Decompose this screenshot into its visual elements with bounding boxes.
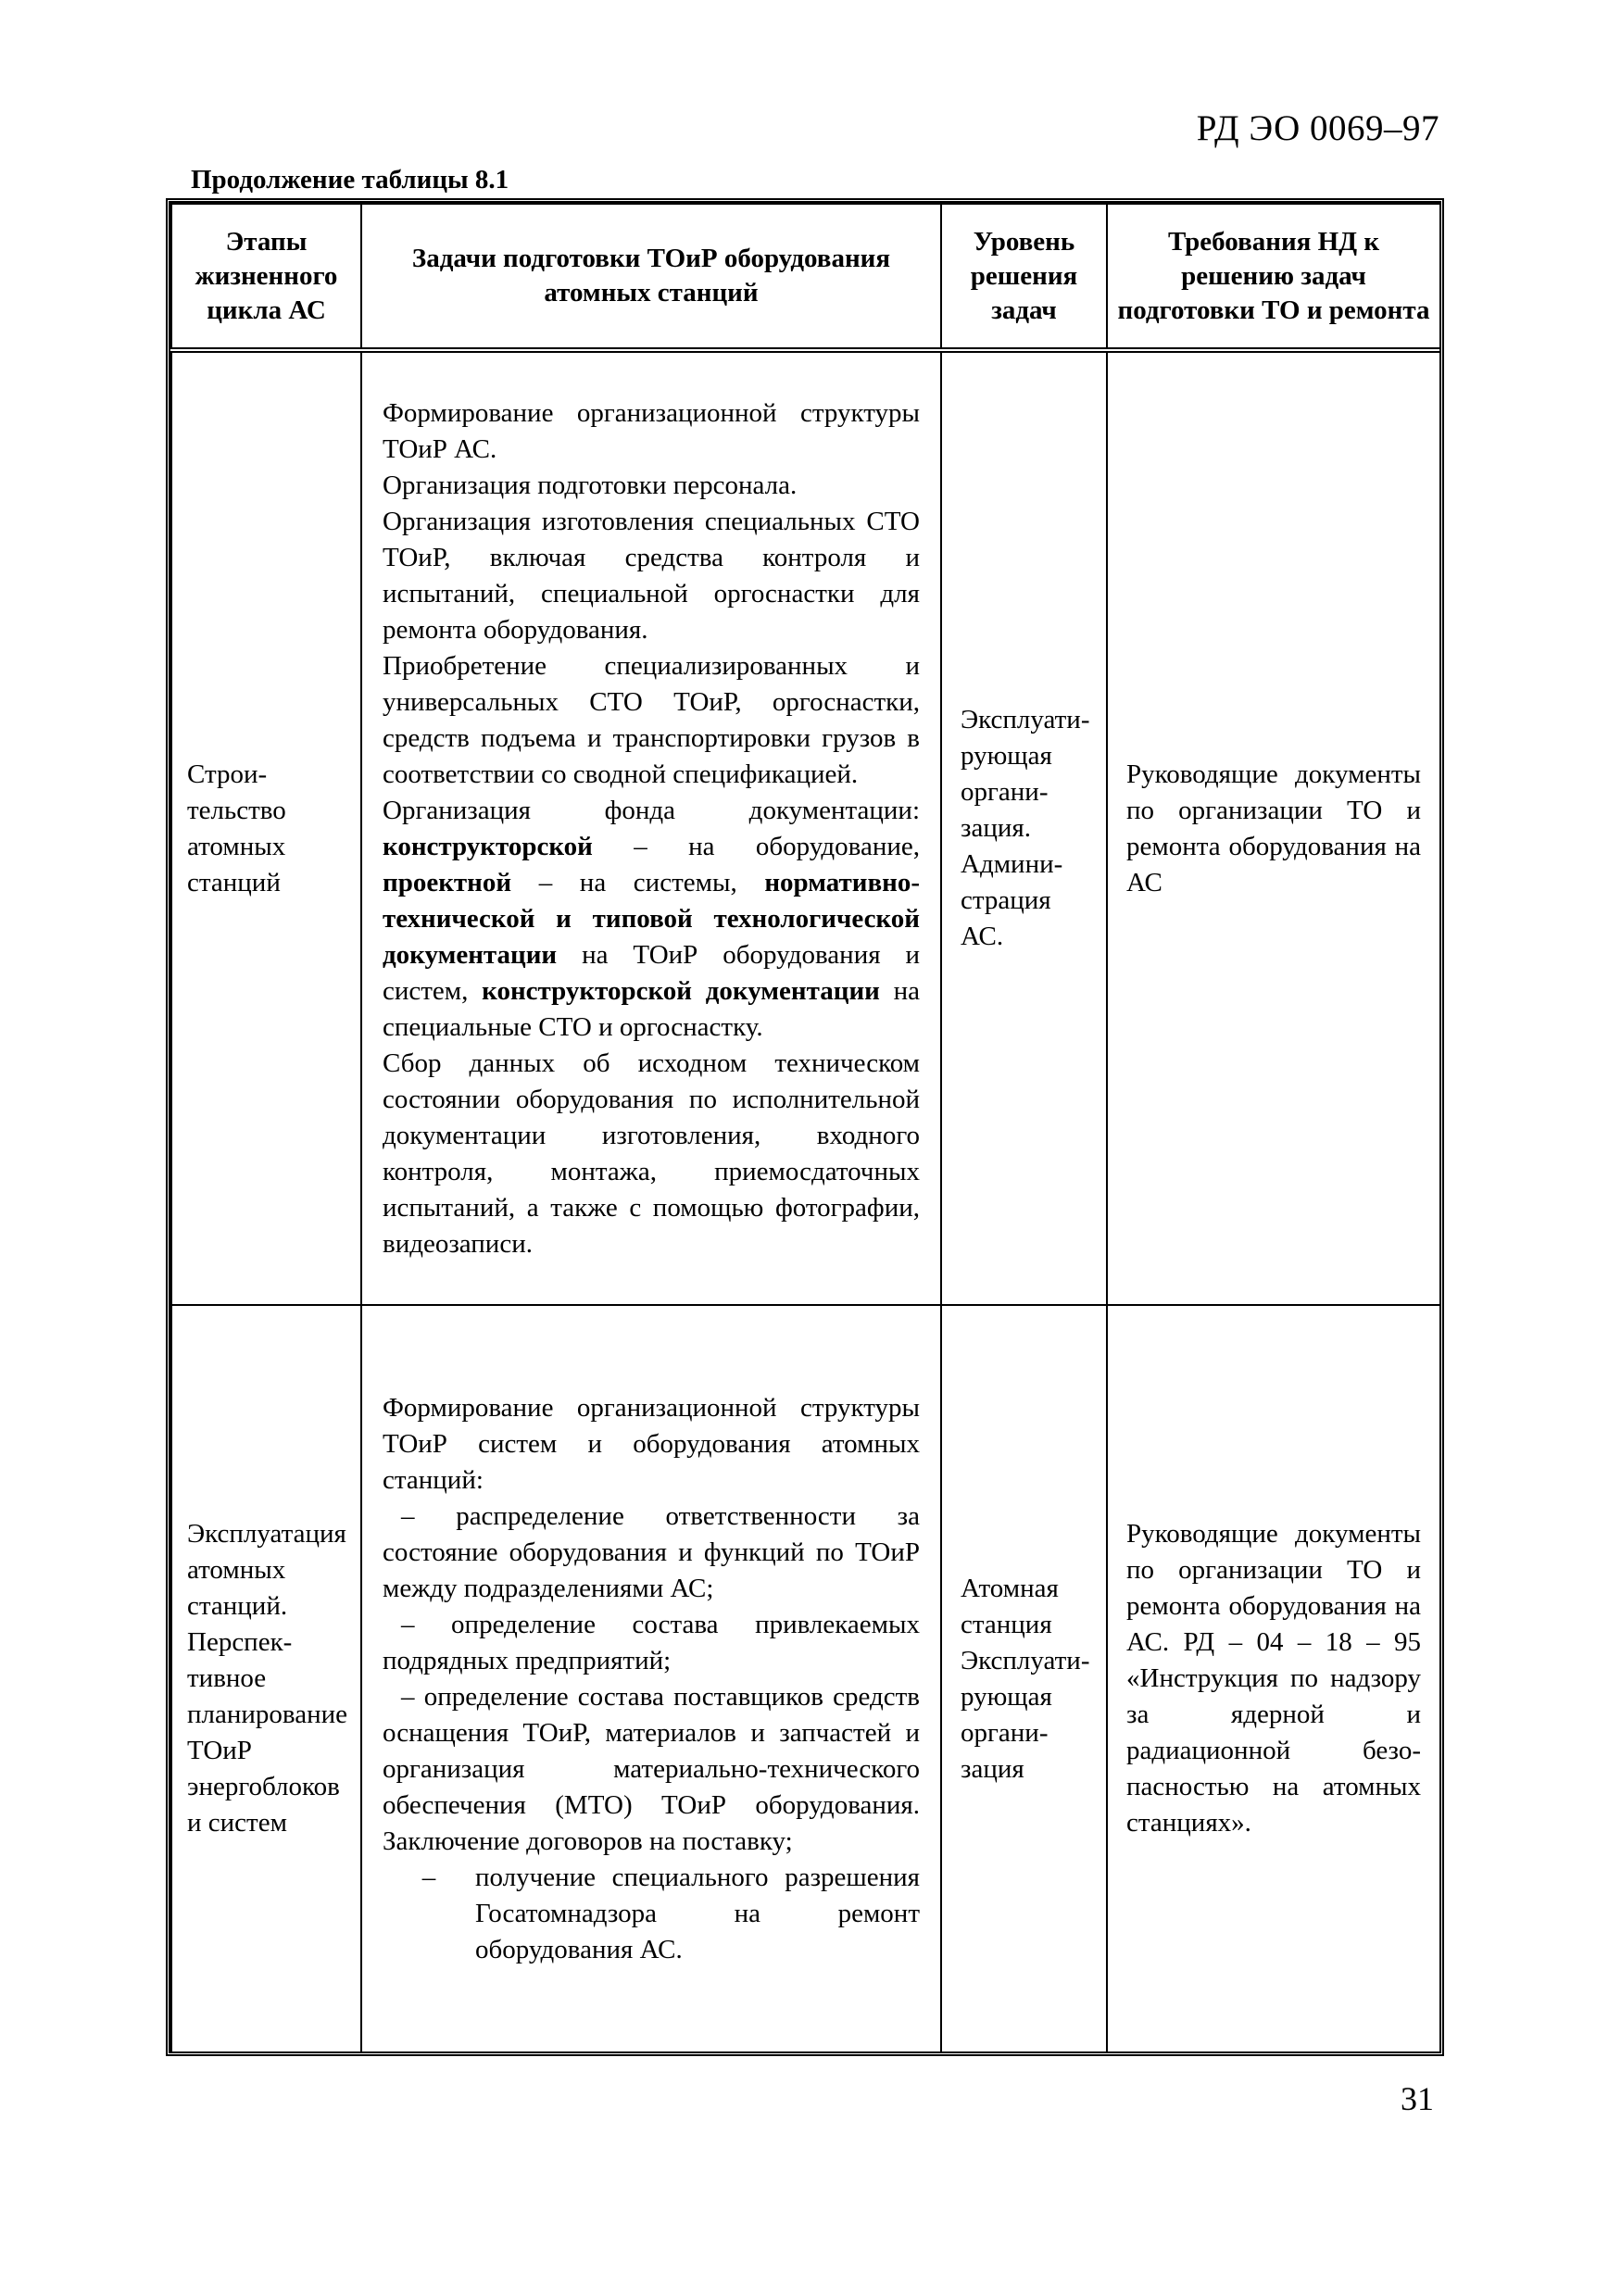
task-dash-item: – распределение ответственности за состояние оборудования и функций по ТОиР между подразделениями АС; bbox=[383, 1500, 920, 1603]
task-paragraph: Организация подготовки персонала. bbox=[383, 470, 798, 500]
requirements-cell: Руководящие документы по организации ТО и ремонта оборудования на АС bbox=[1107, 350, 1440, 1305]
page-number: 31 bbox=[1401, 2080, 1434, 2117]
bold-term: проектной bbox=[383, 867, 512, 897]
level-cell: Эксплуатирующая организация. Администрация АС. bbox=[941, 350, 1107, 1305]
task-dash-item: – определение состава поставщиков средств оснащения ТОиР, материалов и запчастей и организация материально-технического обеспечения (МТО) ТОиР оборудования. Заключение договоров на поставку; bbox=[383, 1681, 920, 1856]
task-paragraph-documentation bbox=[383, 793, 920, 1046]
text-span: – на системы, bbox=[511, 867, 765, 897]
bold-term: конструкторской bbox=[383, 831, 593, 861]
text-span: на ТОиР оборудования и систем, bbox=[383, 939, 920, 1006]
column-header-requirements: Требования НД к решению задач подготовки ТО и ремонта bbox=[1107, 204, 1440, 350]
text-span: получение специального разрешения Госатомнадзора на ремонт оборудования АС. bbox=[475, 1862, 920, 1964]
task-paragraph: Организация изготовления специальных СТО ТОиР, включая средства контроля и испытаний, специальной оргоснастки для ремонта оборудования. bbox=[383, 506, 920, 645]
tasks-cell bbox=[361, 1305, 941, 2052]
level-cell: Атомная станция Эксплуатирующая организация bbox=[941, 1305, 1107, 2052]
task-dash-item: – определение состава привлекаемых подрядных предприятий; bbox=[383, 1609, 920, 1675]
text-span: – на оборудование, bbox=[592, 831, 920, 861]
text-span: Организация фонда документации: bbox=[383, 795, 920, 825]
task-paragraph: Сбор данных об исходном техническом состоянии оборудования по исполнительной документации изготовления, входного контроля, монтажа, приемосдаточных испытаний, а также с помощью фотографии, видеозаписи. bbox=[383, 1048, 920, 1259]
table-caption: Продолжение таблицы 8.1 bbox=[191, 165, 509, 194]
task-paragraph: Формирование организационной структуры ТОиР АС. bbox=[383, 397, 920, 464]
column-header-stage: Этапы жизненного цикла АС bbox=[171, 204, 361, 350]
task-dash-item-hanging bbox=[383, 1860, 920, 1968]
bold-term: нормативно-технической и типовой технологической документации bbox=[383, 867, 920, 970]
requirements-table bbox=[166, 198, 1444, 2056]
table-row bbox=[171, 1305, 1440, 2052]
requirements-cell: Руководящие документы по организации ТО и ремонта оборудования на АС. РД – 04 – 18 – 95 «Инструкция по надзору за ядерной и радиационной безопасностью на атомных станциях». bbox=[1107, 1305, 1440, 2052]
table-header-row bbox=[171, 204, 1440, 350]
stage-cell: Эксплуатация атомных станций. Перспективное планирование ТОиР энергоблоков и систем bbox=[171, 1305, 361, 2052]
document-code: РД ЭО 0069–97 bbox=[1196, 108, 1439, 148]
table-row bbox=[171, 350, 1440, 1305]
stage-cell: Строительство атомных станций bbox=[171, 350, 361, 1305]
task-paragraph: Формирование организационной структуры ТОиР систем и оборудования атомных станций: bbox=[383, 1392, 920, 1495]
dash-marker: – bbox=[421, 1862, 436, 1892]
tasks-cell bbox=[361, 350, 941, 1305]
bold-term: конструкторской документации bbox=[482, 975, 880, 1006]
text-span: на специальные СТО и оргоснастку. bbox=[383, 975, 920, 1042]
task-paragraph: Приобретение специализированных и универсальных СТО ТОиР, оргоснастки, средств подъема и транспортировки грузов в соответствии со сводной спецификацией. bbox=[383, 650, 920, 789]
column-header-tasks: Задачи подготовки ТОиР оборудования атомных станций bbox=[361, 204, 941, 350]
column-header-level: Уровень решения задач bbox=[941, 204, 1107, 350]
